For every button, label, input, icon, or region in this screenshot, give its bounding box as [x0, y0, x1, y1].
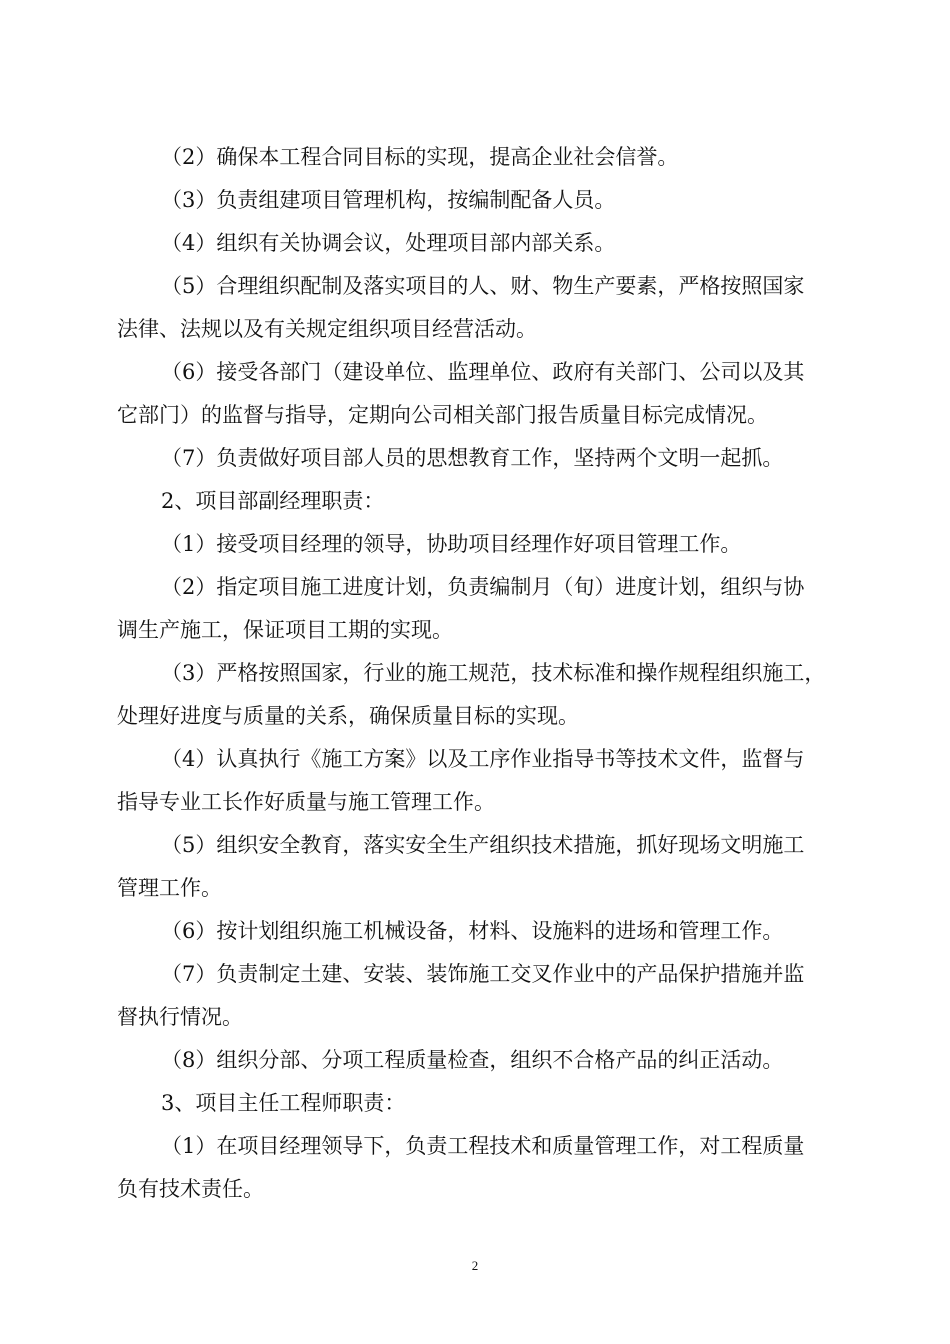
page-number: 2: [471, 1258, 479, 1273]
text-line: 2、项目部副经理职责：: [161, 489, 385, 513]
paragraph: [117, 523, 837, 566]
text-line: 负有技术责任。: [117, 1177, 264, 1201]
paragraph: [117, 351, 837, 437]
paragraph: [117, 1039, 837, 1082]
section-heading: [117, 480, 837, 523]
paragraph: [117, 738, 837, 824]
text-line: （5）组织安全教育，落实安全生产组织技术措施，抓好现场文明施工: [161, 833, 805, 857]
text-line: （3）严格按照国家，行业的施工规范，技术标准和操作规程组织施工，: [161, 661, 826, 685]
text-line: （1）在项目经理领导下，负责工程技术和质量管理工作，对工程质量: [161, 1134, 805, 1158]
text-line: （5）合理组织配制及落实项目的人、财、物生产要素，严格按照国家: [161, 274, 805, 298]
text-line: 督执行情况。: [117, 1005, 243, 1029]
paragraph: [117, 652, 837, 738]
text-line: （2）指定项目施工进度计划，负责编制月（旬）进度计划，组织与协: [161, 575, 805, 599]
paragraph: [117, 566, 837, 652]
text-line: （3）负责组建项目管理机构，按编制配备人员。: [161, 188, 616, 212]
text-line: （2）确保本工程合同目标的实现，提高企业社会信誉。: [161, 145, 679, 169]
paragraph: [117, 910, 837, 953]
paragraph: [117, 824, 837, 910]
text-line: 3、项目主任工程师职责：: [161, 1091, 406, 1115]
text-line: 调生产施工，保证项目工期的实现。: [117, 618, 453, 642]
text-line: 指导专业工长作好质量与施工管理工作。: [117, 790, 495, 814]
text-line: （4）组织有关协调会议，处理项目部内部关系。: [161, 231, 616, 255]
paragraph: [117, 953, 837, 1039]
paragraph: [117, 136, 837, 179]
text-line: 法律、法规以及有关规定组织项目经营活动。: [117, 317, 537, 341]
document-body: [117, 136, 837, 1211]
text-line: （6）按计划组织施工机械设备，材料、设施料的进场和管理工作。: [161, 919, 784, 943]
text-line: （4）认真执行《施工方案》以及工序作业指导书等技术文件，监督与: [161, 747, 805, 771]
section-heading: [117, 1082, 837, 1125]
text-line: 它部门）的监督与指导，定期向公司相关部门报告质量目标完成情况。: [117, 403, 768, 427]
paragraph: [117, 1125, 837, 1211]
text-line: （7）负责做好项目部人员的思想教育工作，坚持两个文明一起抓。: [161, 446, 784, 470]
text-line: （1）接受项目经理的领导，协助项目经理作好项目管理工作。: [161, 532, 742, 556]
text-line: 管理工作。: [117, 876, 222, 900]
text-line: （7）负责制定土建、安装、装饰施工交叉作业中的产品保护措施并监: [161, 962, 805, 986]
paragraph: [117, 265, 837, 351]
text-line: 处理好进度与质量的关系，确保质量目标的实现。: [117, 704, 579, 728]
paragraph: [117, 437, 837, 480]
text-line: （8）组织分部、分项工程质量检查，组织不合格产品的纠正活动。: [161, 1048, 784, 1072]
paragraph: [117, 179, 837, 222]
paragraph: [117, 222, 837, 265]
text-line: （6）接受各部门（建设单位、监理单位、政府有关部门、公司以及其: [161, 360, 805, 384]
